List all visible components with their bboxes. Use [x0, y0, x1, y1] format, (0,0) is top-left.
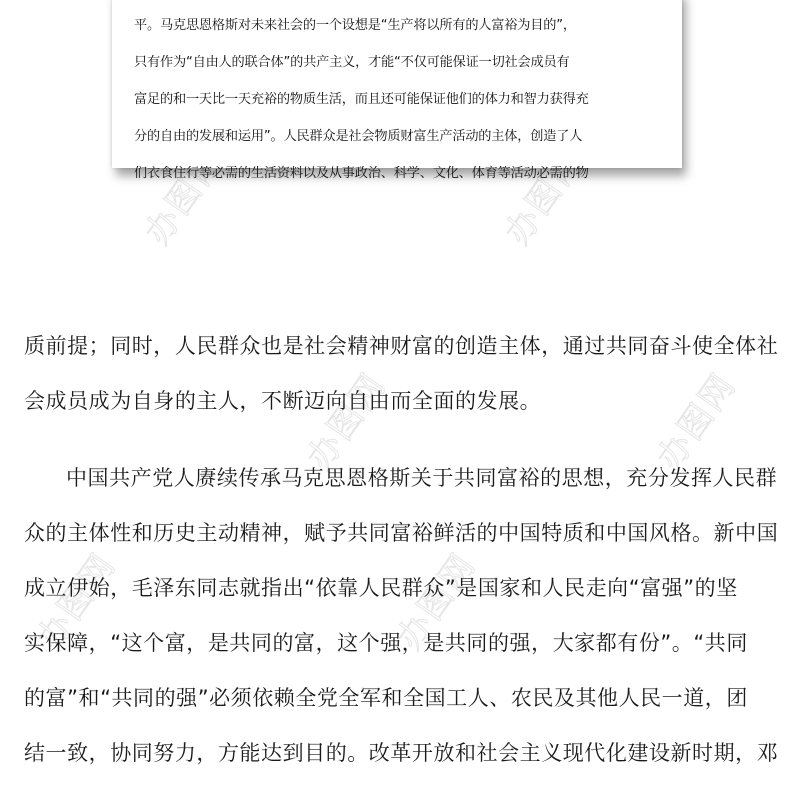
card-text-line: 富足的和一天比一天充裕的物质生活，而且还可能保证他们的体力和智力获得充	[134, 92, 589, 107]
card-text-block	[134, 7, 674, 192]
watermark: 办图网	[649, 365, 745, 478]
document-preview-card	[112, 0, 682, 181]
watermark: 办图网	[299, 365, 395, 478]
card-text-line: 只有作为“自由人的联合体”的共产主义，才能“不仅可能保证一切社会成员有	[134, 55, 570, 70]
body-text-line: 实保障，“这个富，是共同的富，这个强，是共同的强，大家都有份”。“共同	[24, 631, 748, 655]
body-text-line: 会成员成为自身的主人，不断迈向自由而全面的发展。	[24, 389, 542, 413]
body-text-line: 众的主体性和历史主动精神，赋予共同富裕鲜活的中国特质和中国风格。新中国	[24, 521, 779, 545]
body-text-line: 结一致，协同努力，方能达到目的。改革开放和社会主义现代化建设新时期，邓	[24, 741, 779, 765]
paragraph-first-line: 中国共产党人赓续传承马克思恩格斯关于共同富裕的思想，充分发挥人民群	[66, 466, 778, 490]
watermark: 办图网	[29, 545, 125, 658]
watermark: 办图网	[389, 545, 485, 658]
body-text-line: 的富”和“共同的强”必须依赖全党全军和全国工人、农民及其他人民一道，团	[24, 686, 748, 710]
card-text-line: 平。马克思恩格斯对未来社会的一个设想是“生产将以所有的人富裕为目的”，	[134, 18, 576, 33]
watermark: 办图网	[497, 140, 593, 253]
body-text-line: 成立伊始，毛泽东同志就指出“依靠人民群众”是国家和人民走向“富强”的坚	[24, 576, 738, 600]
body-text-line: 质前提；同时，人民群众也是社会精神财富的创造主体，通过共同奋斗使全体社	[24, 334, 779, 358]
card-text-line: 们衣食住行等必需的生活资料以及从事政治、科学、文化、体育等活动必需的物	[134, 166, 589, 181]
card-text-line: 分的自由的发展和运用”。人民群众是社会物质财富生产活动的主体，创造了人	[134, 129, 583, 144]
watermark: 办图网	[137, 140, 233, 253]
body-text-block	[24, 324, 784, 786]
